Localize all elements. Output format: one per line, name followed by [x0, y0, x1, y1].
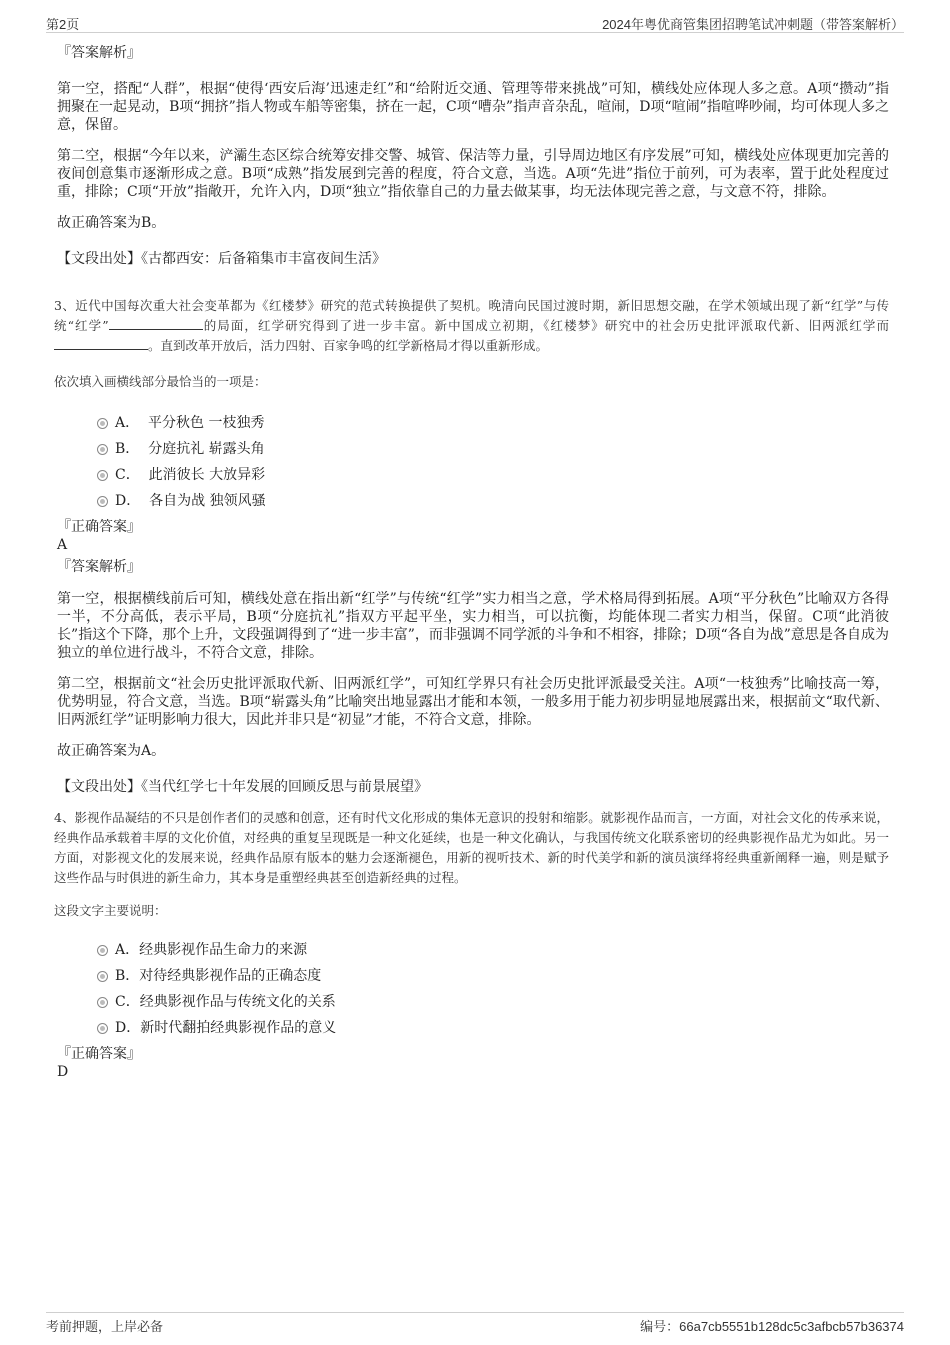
q2-source: 【文段出处】《古都西安：后备箱集市丰富夜间生活》	[57, 251, 386, 267]
q3-stem-part2: 的局面，红学研究得到了进一步丰富。新中国成立初期，《红楼梦》研究中的社会历史批评派取代新、旧两派红学而	[202, 318, 889, 333]
q3-option-d[interactable]: D． 各自为战 独领风骚	[57, 488, 889, 514]
page-footer	[46, 1312, 904, 1335]
radio-icon[interactable]	[97, 470, 108, 481]
q3-source: 【文段出处】《当代红学七十年发展的回顾反思与前景展望》	[57, 779, 428, 795]
q3-answer: A	[57, 537, 68, 553]
radio-icon[interactable]	[97, 418, 108, 429]
radio-icon[interactable]	[97, 1023, 108, 1034]
q4-answer: D	[57, 1064, 69, 1080]
q2-analysis-label: 『答案解析』	[57, 45, 141, 61]
q4-prompt: 这段文字主要说明：	[54, 903, 167, 918]
q3-stem-part1: 3、近代中国每次重大社会变革都为《红楼梦》研究的范式转换提供了契机。晚清向民国过渡时期，新旧思想交融，在学术领域出现了新“红学”与传统“红学”	[54, 298, 889, 333]
q4-option-d[interactable]: D．新时代翻拍经典影视作品的意义	[57, 1015, 889, 1041]
q4-option-a[interactable]: A．经典影视作品生命力的来源	[57, 937, 889, 963]
radio-icon[interactable]	[97, 496, 108, 507]
q4-option-b[interactable]: B．对待经典影视作品的正确态度	[57, 963, 889, 989]
q4-stem: 4、影视作品凝结的不只是创作者们的灵感和创意，还有时代文化形成的集体无意识的投射和缩影。就影视作品而言，一方面，对社会文化的传承来说，经典作品承载着丰厚的文化价值，对经典的重复呈现既是一种文化延续，也是一种文化确认，与我国传统文化联系密切的经典影视作品尤为如此。另一方面，对影视文化的发展来说，经典作品原有版本的魅力会逐渐褪色，用新的视听技术、新的时代美学和新的演员演绎将经典重新阐释一遍，则是赋予这些作品与时俱进的新生命力，其本身是重塑经典甚至创造新经典的过程。	[54, 810, 889, 885]
q3-analysis-para2: 第二空，根据前文“社会历史批评派取代新、旧两派红学”，可知红学界只有社会历史批评派最受关注。A项“一枝独秀”比喻技高一筹，优势明显，符合文意，当选。B项“崭露头角”比喻突出地显露出才能和本领，一般多用于能力初步明显地展露出来，根据前文“取代新、旧两派红学”证明影响力很大，因此并非只是“初显”才能，不符合文意，排除。	[57, 676, 889, 728]
q3-option-c[interactable]: C． 此消彼长 大放异彩	[57, 462, 889, 488]
radio-icon[interactable]	[97, 444, 108, 455]
page-number: 第2页	[46, 17, 80, 32]
document-title: 2024年粤优商管集团招聘笔试冲刺题（带答案解析）	[602, 17, 904, 32]
q2-conclusion: 故正确答案为B。	[57, 215, 166, 231]
q3-stem	[54, 296, 889, 356]
q3-option-b[interactable]: B． 分庭抗礼 崭露头角	[57, 436, 889, 462]
q3-stem-part3: 。直到改革开放后，活力四射、百家争鸣的红学新格局才得以重新形成。	[148, 338, 549, 353]
q3-analysis-label: 『答案解析』	[57, 559, 141, 575]
footer-slogan: 考前押题，上岸必备	[46, 1319, 164, 1334]
q3-option-a[interactable]: A． 平分秋色 一枝独秀	[57, 410, 889, 436]
q3-blank-2	[54, 337, 148, 350]
q4-answer-label: 『正确答案』	[57, 1046, 141, 1062]
q3-options	[57, 410, 889, 514]
q4-option-c[interactable]: C．经典影视作品与传统文化的关系	[57, 989, 889, 1015]
q2-analysis-para2: 第二空，根据“今年以来，浐灞生态区综合统筹安排交警、城管、保洁等力量，引导周边地区有序发展”可知，横线处应体现更加完善的夜间创意集市逐渐形成之意。B项“成熟”指发展到完善的程度，符合文意，当选。A项“先进”指位于前列，可为表率，置于此处程度过重，排除；C项“开放”指敞开，允许入内，D项“独立”指依靠自己的力量去做某事，均无法体现完善之意，与文意不符，排除。	[57, 148, 889, 200]
q3-conclusion: 故正确答案为A。	[57, 743, 166, 759]
radio-icon[interactable]	[97, 945, 108, 956]
document-id: 编号：66a7cb5551b128dc5c3afbcb57b36374	[640, 1319, 904, 1334]
page-header	[46, 12, 904, 33]
q3-blank-1	[109, 317, 203, 330]
q3-analysis-para1: 第一空，根据横线前后可知，横线处意在指出新“红学”与传统“红学”实力相当之意，学术格局得到拓展。A项“平分秋色”比喻双方各得一半，不分高低，表示平局，B项“分庭抗礼”指双方平起平坐，实力相当，可以抗衡，均能体现二者实力相当，保留。C项“此消彼长”指这个下降，那个上升，文段强调得到了“进一步丰富”，而非强调不同学派的斗争和不相容，排除；D项“各自为战”意思是各自成为独立的单位进行战斗，不符合文意，排除。	[57, 591, 889, 661]
radio-icon[interactable]	[97, 997, 108, 1008]
q3-answer-label: 『正确答案』	[57, 519, 141, 535]
q4-options	[57, 937, 889, 1041]
q3-prompt: 依次填入画横线部分最恰当的一项是：	[54, 374, 267, 389]
document-body	[54, 44, 889, 1081]
q2-analysis-para1: 第一空，搭配“人群”，根据“使得‘西安后海’迅速走红”和“给附近交通、管理等带来挑战”可知，横线处应体现人多之意。A项“攒动”指拥聚在一起晃动，B项“拥挤”指人物或车船等密集，挤在一起，C项“嘈杂”指声音杂乱，喧闹，D项“喧闹”指喧哗吵闹，均可体现人多之意，保留。	[57, 81, 889, 133]
radio-icon[interactable]	[97, 971, 108, 982]
